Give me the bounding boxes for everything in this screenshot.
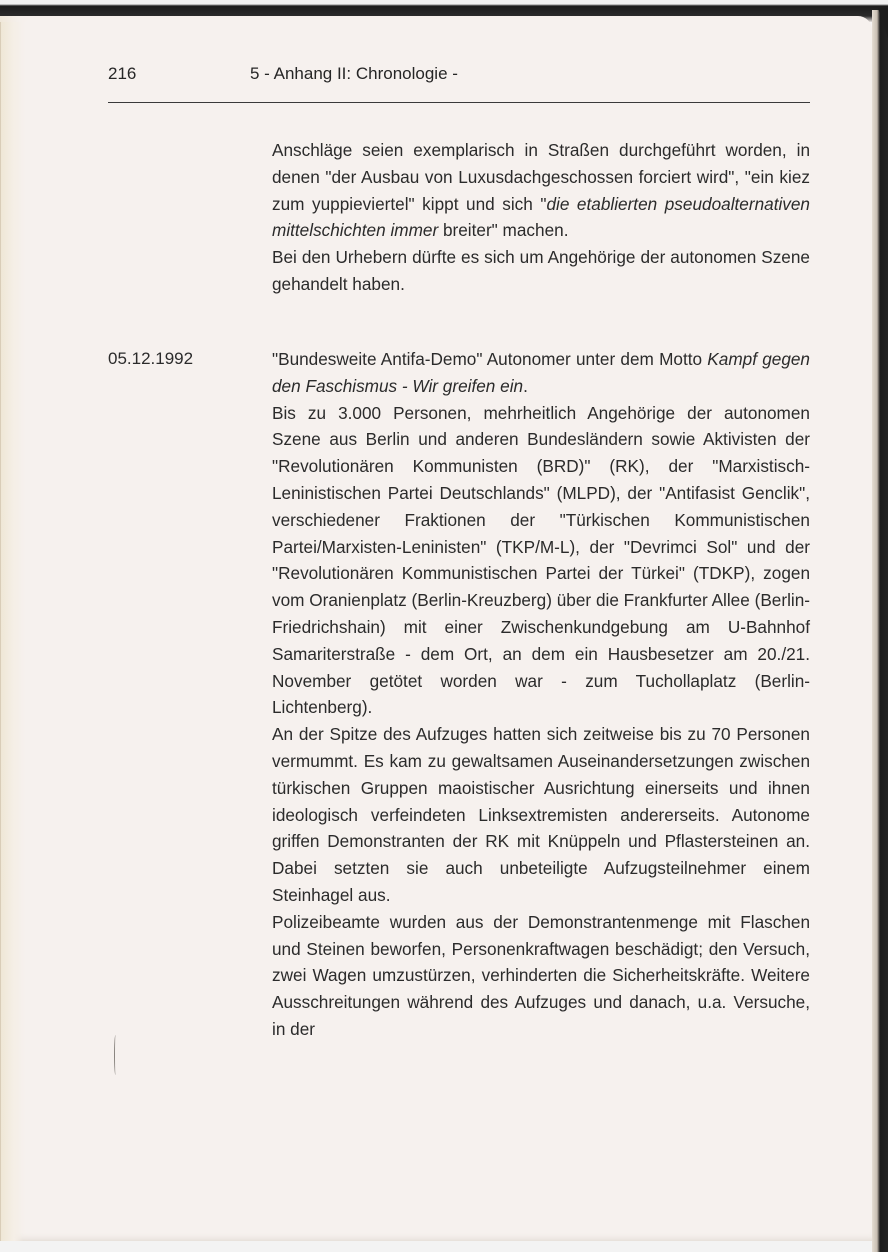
text-segment: An der Spitze des Aufzuges hatten sich zeitweise bis zu 70 Personen vermummt. Es kam zu gewaltsamen Auseinandersetzungen zwischen türkischen Gruppen maoistischer Ausrichtung einerseits und ihnen ideologisch verfeindeten Linksextremisten andererseits. Autonome griffen Demonstranten der RK mit Knüppeln und Pflastersteinen an. Dabei setzten sie auch unbeteiligte Aufzugsteilnehmer einem Steinhagel aus.: [272, 724, 810, 905]
entry-date: 05.12.1992: [108, 349, 194, 368]
text-segment: "Bundesweite Antifa-Demo" Autonomer unter dem Motto: [272, 349, 708, 369]
text-segment: Bis zu 3.000 Personen, mehrheitlich Angehörige der autonomen Szene aus Berlin und anderen Bundesländern sowie Aktivisten der "Revolutionären Kommunisten (BRD)" (RK), der "Marxistisch-Leninistischen Partei Deutschlands" (MLPD), der "Antifasist Genclik", verschiedener Fraktionen der "Türkischen Kommunistischen Partei/Marxisten-Leninisten" (TKP/M-L), der "Devrimci Sol" und der "Revolutionären Kommunistischen Partei der Türkei" (TDKP), zogen vom Oranienplatz (Berlin-Kreuzberg) über die Frankfurter Allee (Berlin-Friedrichshain) mit einer Zwischenkundgebung am U-Bahnhof Samariterstraße - dem Ort, an dem ein Hausbesetzer am 20./21. November getötet worden war - zum Tuchollaplatz (Berlin-Lichtenberg).: [272, 402, 810, 718]
pencil-margin-mark: [114, 1035, 117, 1075]
continuation-text: [272, 137, 810, 298]
text-segment: breiter" machen.: [438, 220, 569, 241]
page-gutter-edge: [0, 22, 23, 1242]
text-segment: Polizeibeamte wurden aus der Demonstrantenmenge mit Flaschen und Steinen beworfen, Personenkraftwagen beschädigt; den Versuch, zwei Wagen umzustürzen, verhinderten die Sicherheitskräfte. Weitere Ausschreitungen während des Aufzuges und danach, u.a. Versuche, in der: [272, 911, 810, 1039]
text-segment: Bei den Urhebern dürfte es sich um Angehörige der autonomen Szene gehandelt haben.: [272, 247, 810, 294]
paragraph: [272, 909, 810, 1043]
scan-bottom-edge: [0, 1241, 872, 1252]
page-header: [108, 64, 808, 94]
header-rule: [108, 102, 810, 103]
running-title: 5 - Anhang II: Chronologie -: [250, 64, 458, 83]
entry-text: [272, 346, 810, 1043]
text-segment: Anschläge seien exemplarisch in Straßen durchgeführt worden, in denen "der Ausbau von Luxusdachgeschossen forciert wird", "ein kiez zum yuppieviertel" kippt und sich ": [272, 140, 810, 214]
text-segment: .: [523, 375, 528, 396]
spine-corner-shadow: [878, 8, 888, 38]
motto-italic-text: Kampf gegen den Faschismus - Wir greifen ein: [272, 349, 810, 396]
quoted-italic-text: die etablierten pseudoalternativen mittelschichten immer: [272, 193, 810, 241]
book-spine-edge: [872, 10, 888, 1252]
paragraph: [272, 400, 810, 722]
paragraph: [272, 137, 810, 244]
paragraph: [272, 244, 810, 298]
page-number: 216: [108, 64, 137, 83]
paragraph: [272, 346, 810, 400]
paragraph: [272, 721, 810, 909]
